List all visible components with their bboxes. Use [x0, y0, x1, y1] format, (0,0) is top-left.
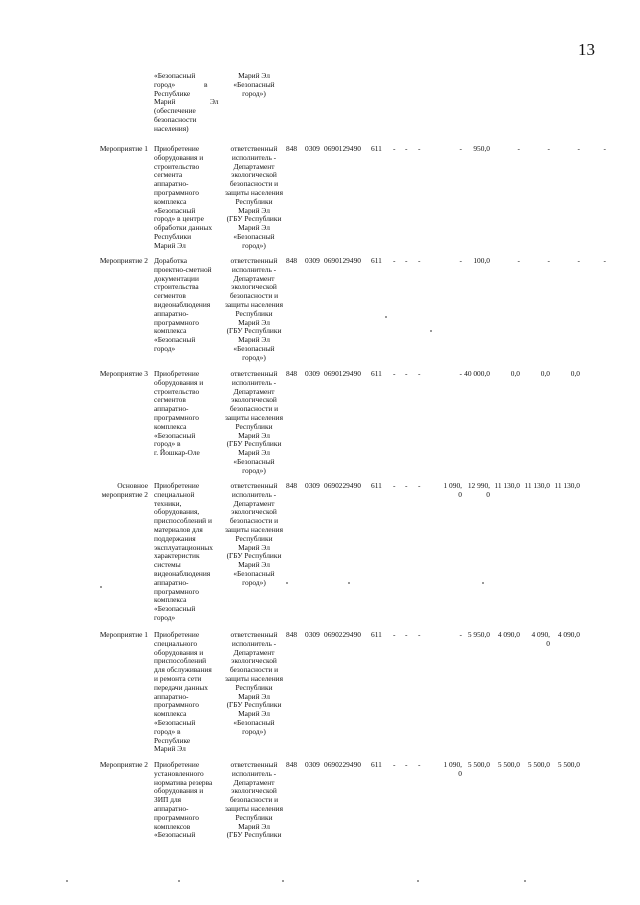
executor-line: защиты населения: [224, 524, 284, 534]
scan-speck: [524, 880, 526, 882]
label-line: Мероприятие 1: [99, 144, 148, 153]
grbs-code: 848: [286, 630, 298, 639]
value-line: 950,0: [473, 144, 490, 153]
value-line: -: [459, 256, 462, 265]
expense-type-code: 611: [371, 760, 382, 769]
target-article-code: 0690229490: [324, 760, 361, 769]
budget-value-cell: [486, 761, 520, 770]
value-line: -: [517, 144, 520, 153]
budget-value-cell: [572, 257, 606, 266]
empty-year-cell: -: [405, 760, 408, 769]
empty-year-cell: -: [418, 256, 421, 265]
executor-line: Республики: [235, 682, 273, 692]
executor-line: экологической: [231, 507, 277, 517]
name-line: аппаратно-: [154, 179, 189, 189]
executor-line: ответственный: [230, 630, 278, 639]
name-line: сегмента: [154, 170, 183, 180]
executor-line: Марий Эл: [238, 821, 270, 831]
executor-line: Марий Эл: [238, 542, 270, 552]
executor-line: экологической: [231, 395, 277, 405]
empty-year-cell: -: [405, 369, 408, 378]
name-line: «Безопасный: [154, 830, 196, 840]
target-article-code: 0690129490: [324, 369, 361, 378]
executor-line: Марий Эл: [238, 691, 270, 701]
budget-value-cell: [486, 145, 520, 154]
value-line: -: [547, 256, 550, 265]
executor-line: исполнитель -: [231, 489, 277, 499]
executor-line: исполнитель -: [231, 152, 277, 162]
name-line: «Безопасный: [154, 335, 196, 345]
name-line: эксплуатационных: [154, 542, 213, 552]
executor-line: город»): [242, 577, 266, 587]
executor-line: защиты населения: [224, 673, 284, 683]
name-line: строительства: [154, 282, 199, 292]
scan-speck: [178, 880, 180, 882]
budget-value-cell: [516, 257, 550, 266]
executor-line: город»): [242, 240, 266, 250]
budget-value-cell: [572, 145, 606, 154]
measure-name: [154, 145, 220, 251]
budget-value-cell: [516, 370, 550, 379]
measure-label: [94, 631, 148, 640]
budget-value-cell: [486, 482, 520, 491]
measure-label: [94, 257, 148, 266]
executor-line: ответственный: [230, 369, 278, 378]
value-line: 0: [458, 768, 462, 778]
value-line: 1 090,: [443, 760, 462, 769]
executor-line: безопасности и: [229, 291, 279, 301]
empty-year-cell: -: [418, 369, 421, 378]
budget-value-cell: [456, 482, 490, 500]
name-line: и ремонта сети: [154, 673, 202, 683]
expense-type-code: 611: [371, 144, 382, 153]
text-line: (обеспечение: [154, 106, 196, 116]
name-line: специальной: [154, 489, 195, 499]
measure-executor: [222, 631, 286, 737]
executor-line: экологической: [231, 282, 277, 292]
name-line: ЗИП для: [154, 795, 182, 805]
budget-value-cell: [516, 482, 550, 491]
budget-value-cell: [456, 145, 490, 154]
name-line: «Безопасный: [154, 430, 196, 440]
name-line: аппаратно-: [154, 803, 189, 813]
executor-line: (ГБУ Республики: [226, 326, 282, 336]
budget-value-cell: [456, 257, 490, 266]
measure-label: [94, 145, 148, 154]
name-line: Приобретение: [154, 760, 200, 769]
target-article-code: 0690229490: [324, 481, 361, 490]
label-line: Мероприятие 2: [99, 256, 148, 265]
executor-line: Республики: [235, 196, 273, 206]
name-line: программного: [154, 700, 199, 710]
executor-line: безопасности и: [229, 404, 279, 414]
executor-line: защиты населения: [224, 187, 284, 197]
name-line: город» в: [154, 439, 181, 449]
name-line: «Безопасный: [154, 604, 196, 614]
empty-year-cell: -: [418, 630, 421, 639]
grbs-code: 848: [286, 481, 298, 490]
empty-year-cell: -: [405, 144, 408, 153]
text-line: Марий Эл: [154, 97, 219, 107]
value-line: -: [459, 630, 462, 639]
executor-line: (ГБУ Республики: [226, 214, 282, 224]
executor-line: «Безопасный: [233, 456, 275, 466]
name-line: Доработка: [154, 256, 188, 265]
executor-line: Республики: [235, 812, 273, 822]
scan-speck: [282, 880, 284, 882]
name-line: город»: [154, 612, 176, 622]
label-line: мероприятие 2: [101, 489, 148, 499]
measure-executor: [222, 257, 286, 363]
scan-speck: [482, 582, 484, 584]
executor-line: Марий Эл: [238, 335, 270, 345]
name-line: оборудования и: [154, 377, 204, 387]
value-line: -: [603, 256, 606, 265]
text-line: город»): [242, 88, 266, 98]
section-code: 0309: [305, 256, 320, 265]
text-line: населения): [154, 123, 189, 133]
executor-line: ответственный: [230, 760, 278, 769]
budget-value-cell: [516, 761, 550, 770]
name-line: комплекса: [154, 595, 187, 605]
scan-speck: [286, 582, 288, 584]
name-line: строительство: [154, 161, 200, 171]
value-line: -: [547, 144, 550, 153]
value-line: 5 500,0: [467, 760, 490, 769]
name-line: Марий Эл: [154, 240, 186, 250]
value-line: 11 130,0: [524, 481, 550, 490]
budget-value-cell: [486, 370, 520, 379]
executor-line: защиты населения: [224, 803, 284, 813]
measure-executor: [222, 482, 286, 588]
scan-speck: [430, 330, 432, 332]
grbs-code: 848: [286, 760, 298, 769]
name-line: комплекса: [154, 326, 187, 336]
grbs-code: 848: [286, 369, 298, 378]
executor-line: (ГБУ Республики: [226, 551, 282, 561]
measure-executor: [222, 761, 286, 840]
measure-name: [154, 482, 220, 623]
empty-year-cell: -: [393, 369, 396, 378]
empty-year-cell: -: [418, 481, 421, 490]
name-line: программного: [154, 812, 199, 822]
executor-line: ответственный: [230, 256, 278, 265]
executor-line: «Безопасный: [233, 231, 275, 241]
empty-year-cell: -: [405, 481, 408, 490]
label-line: Мероприятие 3: [99, 369, 148, 378]
executor-line: Департамент: [233, 647, 275, 657]
executor-line: Департамент: [233, 161, 275, 171]
scan-speck: [100, 586, 102, 588]
page-number: 13: [578, 40, 595, 59]
budget-value-cell: [516, 631, 550, 649]
value-line: 0: [486, 489, 490, 499]
expense-type-code: 611: [371, 630, 382, 639]
name-line: норматива резерва: [154, 777, 213, 787]
value-line: 1 090,: [443, 481, 462, 490]
name-line: комплексов: [154, 821, 191, 831]
executor-line: «Безопасный: [233, 343, 275, 353]
section-code: 0309: [305, 760, 320, 769]
empty-year-cell: -: [393, 760, 396, 769]
executor-line: безопасности и: [229, 795, 279, 805]
target-article-code: 0690129490: [324, 144, 361, 153]
name-line: «Безопасный: [154, 717, 196, 727]
scan-speck: [417, 880, 419, 882]
budget-value-cell: [546, 631, 580, 640]
text-line: Марий Эл: [238, 71, 270, 80]
section-code: 0309: [305, 144, 320, 153]
name-line: комплекса: [154, 709, 187, 719]
value-line: -: [459, 144, 462, 153]
value-line: -: [577, 144, 580, 153]
value-line: 4 090,: [531, 630, 550, 639]
value-line: 4 090,0: [497, 630, 520, 639]
executor-line: исполнитель -: [231, 377, 277, 387]
executor-line: город»): [242, 726, 266, 736]
grbs-code: 848: [286, 144, 298, 153]
text-line: город» в: [154, 79, 208, 89]
executor-line: Департамент: [233, 777, 275, 787]
executor-line: Республики: [235, 421, 273, 431]
executor-line: (ГБУ Республики: [226, 439, 282, 449]
name-line: приспособлений и: [154, 516, 212, 526]
empty-year-cell: -: [418, 144, 421, 153]
executor-line: Департамент: [233, 498, 275, 508]
value-line: 5 950,0: [467, 630, 490, 639]
budget-value-cell: [486, 257, 520, 266]
grbs-code: 848: [286, 256, 298, 265]
value-line: 5 500,0: [527, 760, 550, 769]
name-line: город» в центре: [154, 214, 204, 224]
name-line: аппаратно-: [154, 404, 189, 414]
executor-line: экологической: [231, 656, 277, 666]
budget-value-cell: [546, 370, 580, 379]
name-line: оборудования и: [154, 786, 204, 796]
executor-line: защиты населения: [224, 412, 284, 422]
name-line: строительство: [154, 386, 200, 396]
name-line: Приобретение: [154, 369, 200, 378]
name-line: Марий Эл: [154, 744, 186, 754]
budget-value-cell: [546, 761, 580, 770]
name-line: аппаратно-: [154, 308, 189, 318]
name-line: Республики: [154, 231, 192, 241]
label-line: Мероприятие 1: [99, 630, 148, 639]
scan-speck: [66, 880, 68, 882]
name-line: программного: [154, 586, 199, 596]
value-line: -: [577, 256, 580, 265]
target-article-code: 0690229490: [324, 630, 361, 639]
executor-line: Республики: [235, 308, 273, 318]
executor-line: (ГБУ Республики: [226, 830, 282, 840]
executor-line: Марий Эл: [238, 448, 270, 458]
executor-line: защиты населения: [224, 299, 284, 309]
name-line: установленного: [154, 768, 204, 778]
empty-year-cell: -: [405, 630, 408, 639]
text-line: «Безопасный: [154, 71, 196, 80]
value-line: 0,0: [540, 369, 550, 378]
value-line: 11 130,0: [494, 481, 520, 490]
executor-line: Марий Эл: [238, 205, 270, 215]
executor-line: (ГБУ Республики: [226, 700, 282, 710]
name-line: аппаратно-: [154, 577, 189, 587]
expense-type-code: 611: [371, 481, 382, 490]
budget-value-cell: [516, 145, 550, 154]
value-line: 0: [458, 489, 462, 499]
value-line: 5 500,0: [557, 760, 580, 769]
executor-line: безопасности и: [229, 179, 279, 189]
budget-value-cell: [456, 631, 490, 640]
executor-line: исполнитель -: [231, 264, 277, 274]
empty-year-cell: -: [405, 256, 408, 265]
executor-line: «Безопасный: [233, 568, 275, 578]
section-code: 0309: [305, 630, 320, 639]
name-line: комплекса: [154, 421, 187, 431]
name-line: материалов для: [154, 524, 203, 534]
budget-value-cell: [546, 482, 580, 491]
expense-type-code: 611: [371, 369, 382, 378]
value-line: 12 990,: [467, 481, 490, 490]
executor-line: Марий Эл: [238, 709, 270, 719]
name-line: «Безопасный: [154, 205, 196, 215]
executor-line: исполнитель -: [231, 638, 277, 648]
executor-line: Департамент: [233, 273, 275, 283]
measure-name: [154, 370, 220, 458]
name-line: системы: [154, 560, 181, 570]
name-line: Приобретение: [154, 481, 200, 490]
executor-line: экологической: [231, 786, 277, 796]
executor-line: Департамент: [233, 386, 275, 396]
name-line: характеристик: [154, 551, 200, 561]
name-line: город»: [154, 343, 176, 353]
value-line: -: [459, 369, 462, 378]
name-line: документации: [154, 273, 199, 283]
value-line: 40 000,0: [464, 369, 490, 378]
name-line: сегментов: [154, 395, 186, 405]
measure-label: [94, 370, 148, 379]
continuation-executor: [222, 72, 286, 98]
name-line: оборудования и: [154, 152, 204, 162]
text-line: безопасности: [154, 114, 197, 124]
label-line: Мероприятие 2: [99, 760, 148, 769]
value-line: 100,0: [473, 256, 490, 265]
measure-name: [154, 257, 220, 354]
text-line: «Безопасный: [233, 79, 275, 89]
value-line: -: [517, 256, 520, 265]
executor-line: Марий Эл: [238, 560, 270, 570]
measure-name: [154, 631, 220, 754]
executor-line: безопасности и: [229, 665, 279, 675]
scan-speck: [348, 582, 350, 584]
value-line: 11 130,0: [554, 481, 580, 490]
executor-line: «Безопасный: [233, 717, 275, 727]
target-article-code: 0690129490: [324, 256, 361, 265]
name-line: для обслуживания: [154, 665, 212, 675]
executor-line: экологической: [231, 170, 277, 180]
value-line: -: [603, 144, 606, 153]
expense-type-code: 611: [371, 256, 382, 265]
executor-line: Марий Эл: [238, 223, 270, 233]
name-line: поддержания: [154, 533, 196, 543]
name-line: Республике: [154, 735, 191, 745]
name-line: город» в: [154, 726, 181, 736]
name-line: передачи данных: [154, 682, 208, 692]
executor-line: Республики: [235, 533, 273, 543]
value-line: 0,0: [570, 369, 580, 378]
section-code: 0309: [305, 481, 320, 490]
empty-year-cell: -: [393, 481, 396, 490]
measure-name: [154, 761, 220, 840]
name-line: сегментов: [154, 291, 186, 301]
empty-year-cell: -: [393, 256, 396, 265]
budget-value-cell: [456, 761, 490, 770]
empty-year-cell: -: [393, 144, 396, 153]
name-line: Приобретение: [154, 144, 200, 153]
name-line: техники,: [154, 498, 182, 508]
name-line: комплекса: [154, 196, 187, 206]
value-line: 4 090,0: [557, 630, 580, 639]
value-line: 5 500,0: [497, 760, 520, 769]
name-line: г. Йошкар-Оле: [154, 448, 200, 458]
name-line: оборудования,: [154, 507, 200, 517]
executor-line: ответственный: [230, 144, 278, 153]
name-line: программного: [154, 317, 199, 327]
budget-value-cell: [456, 370, 490, 379]
executor-line: город»): [242, 352, 266, 362]
executor-line: город»): [242, 465, 266, 475]
measure-executor: [222, 145, 286, 251]
measure-label: [94, 482, 148, 500]
budget-value-cell: [486, 631, 520, 640]
name-line: приспособлений: [154, 656, 207, 666]
measure-label: [94, 761, 148, 770]
empty-year-cell: -: [393, 630, 396, 639]
executor-line: ответственный: [230, 481, 278, 490]
executor-line: безопасности и: [229, 516, 279, 526]
name-line: оборудования и: [154, 647, 204, 657]
name-line: Приобретение: [154, 630, 200, 639]
scan-speck: [385, 316, 387, 318]
name-line: видеонаблюдения: [154, 299, 211, 309]
name-line: видеонаблюдения: [154, 568, 211, 578]
section-code: 0309: [305, 369, 320, 378]
name-line: обработки данных: [154, 223, 213, 233]
executor-line: исполнитель -: [231, 768, 277, 778]
label-line: Основное: [117, 481, 148, 490]
continuation-name: [154, 72, 220, 134]
measure-executor: [222, 370, 286, 476]
text-line: Республике: [154, 88, 191, 98]
executor-line: Марий Эл: [238, 430, 270, 440]
value-line: 0: [546, 638, 550, 648]
name-line: специального: [154, 638, 198, 648]
name-line: программного: [154, 187, 199, 197]
name-line: проектно-сметной: [154, 264, 212, 274]
value-line: 0,0: [510, 369, 520, 378]
name-line: программного: [154, 412, 199, 422]
executor-line: Марий Эл: [238, 317, 270, 327]
name-line: аппаратно-: [154, 691, 189, 701]
empty-year-cell: -: [418, 760, 421, 769]
